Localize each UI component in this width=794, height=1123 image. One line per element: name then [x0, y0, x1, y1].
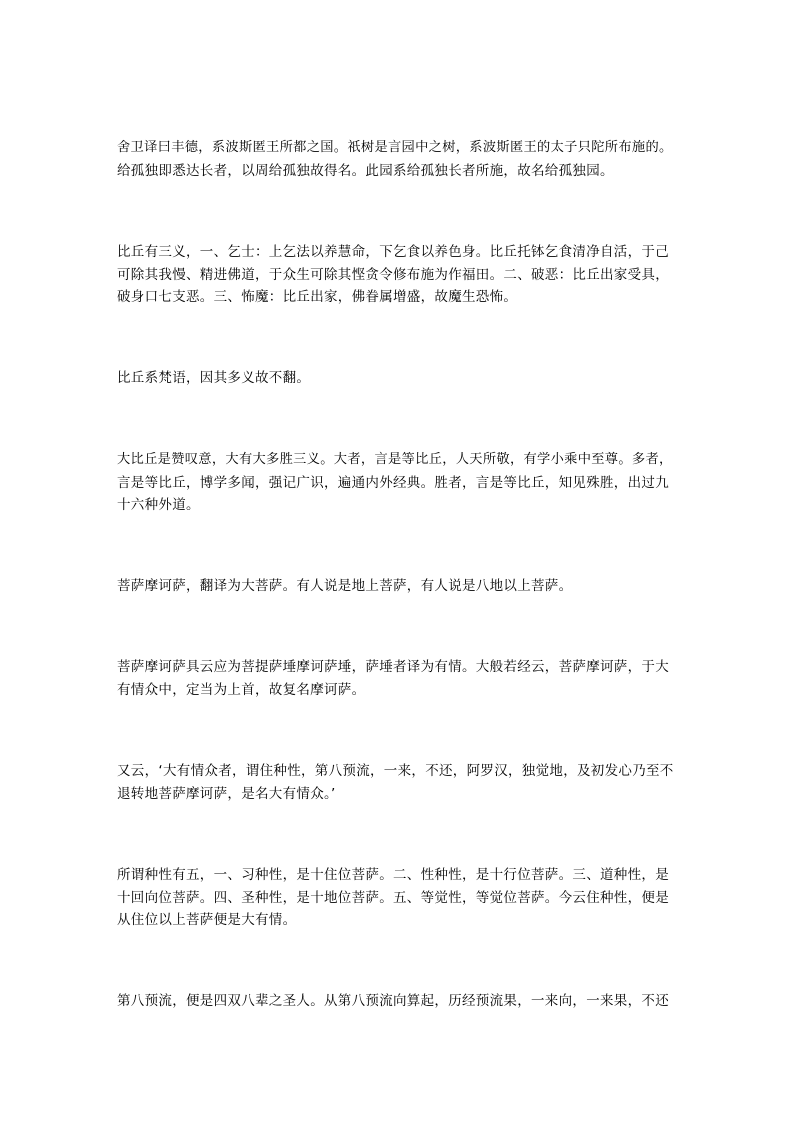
text-line: 大比丘是赞叹意，大有大多胜三义。大者，言是等比丘，人天所敬，有学小乘中至尊。多者， [117, 452, 673, 467]
paragraph-pusa-mohesa [117, 575, 679, 598]
paragraph-biqiu-three-meanings [117, 241, 679, 309]
text-line: 退转地菩萨摩诃萨，是名大有情众。’ [117, 785, 336, 802]
text-line: 菩萨摩诃萨，翻译为大菩萨。有人说是地上菩萨，有人说是八地以上菩萨。 [117, 578, 573, 594]
text-line: 又云，‘大有情众者，谓住种性，第八预流，一来，不还，阿罗汉，独觉地，及初发心乃至不 [117, 763, 674, 779]
text-line: 从住位以上菩萨便是大有情。 [117, 912, 297, 928]
paragraph-zhongxing [117, 864, 679, 932]
text-line: 比丘有三义，一、乞士：上乞法以养慧命，下乞食以养色身。比丘托钵乞食清净自活，于己 [117, 244, 669, 260]
text-line: 言是等比丘，博学多闻，强记广识，遍通内外经典。胜者，言是等比丘，知见殊胜，出过九 [117, 474, 669, 491]
text-line: 所谓种性有五，一、习种性，是十住位菩萨。二、性种性，是十行位菩萨。三、道种性，是 [117, 867, 669, 883]
paragraph-diba-yuliu [117, 990, 679, 1013]
text-line: 十回向位菩萨。四、圣种性，是十地位菩萨。五、等觉性，等觉位菩萨。今云住种性，便是 [117, 889, 669, 906]
text-line: 给孤独即悉达长者，以周给孤独故得名。此园系给孤独长者所施，故名给孤独园。 [117, 162, 614, 179]
paragraph-putisaduo [117, 656, 679, 701]
text-line: 有情众中，定当为上首，故复名摩诃萨。 [117, 681, 366, 698]
text-line: 第八预流，便是四双八辈之圣人。从第八预流向算起，历经预流果，一来向，一来果，不还 [117, 993, 669, 1009]
text-line: 可除其我慢、精进佛道，于众生可除其悭贪令修布施为作福田。二、破恶：比丘出家受具， [117, 266, 669, 283]
paragraph-you-yun [117, 760, 679, 805]
text-line: 菩萨摩诃萨具云应为菩提萨埵摩诃萨埵，萨埵者译为有情。大般若经云，菩萨摩诃萨，于大 [117, 659, 669, 675]
text-line: 舍卫译曰丰德，系波斯匿王所都之国。祇树是言园中之树，系波斯匿王的太子只陀所布施的。 [117, 140, 673, 155]
paragraph-biqiu-sanskrit [117, 367, 679, 390]
text-line: 破身口七支恶。三、怖魔：比丘出家，佛眷属增盛，故魔生恐怖。 [117, 289, 518, 305]
paragraph-da-biqiu [117, 449, 679, 517]
text-line: 比丘系梵语，因其多义故不翻。 [117, 370, 311, 386]
text-line: 十六种外道。 [117, 497, 200, 513]
paragraph-shewei [117, 137, 679, 182]
